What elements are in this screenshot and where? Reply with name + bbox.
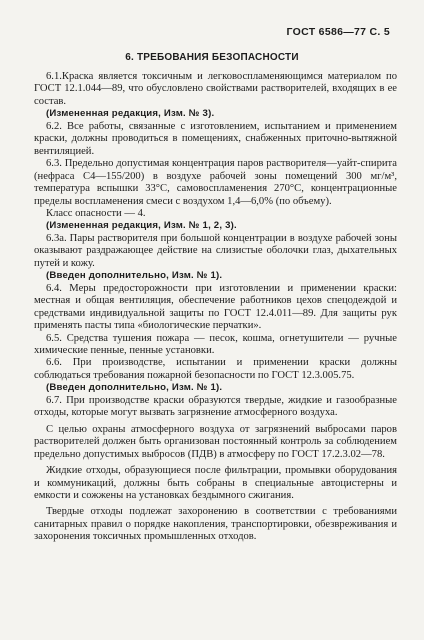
section-body [34, 71, 397, 544]
amendment-note: (Измененная редакция, Изм. № 1, 2, 3). [46, 220, 237, 232]
paragraph-6-7: 6.7. При производстве краски образуются твердые, жидкие и газообразные отходы, которые могут вызвать загрязнение атмосферного воздуха. [34, 394, 397, 419]
amendment-note: (Введен дополнительно, Изм. № 1). [46, 382, 223, 394]
hazard-class: Класс опасности — 4. [46, 207, 146, 219]
paragraph-6-6: 6.6. При производстве, испытании и применении краски должны соблюдаться требования пожарной безопасности по ГОСТ 12.3.005.75. [34, 357, 397, 381]
paragraph-air-protection: С целью охраны атмосферного воздуха от загрязнений выбросами паров растворителей должен быть организован постоянный контроль за соблюдением предельно допустимых выбросов (ПДВ) в атмосферу по ГОСТ 17.2.3.02—78. [34, 423, 397, 460]
paragraph-6-3: 6.3. Предельно допустимая концентрация паров растворителя—уайт-спирита (нефраса С4—155/200) в воздухе рабочей зоны помещений 300 мг/м³, температура вспышки 33°С, самовоспламенения 270°С, концентрационные пределы воспламенения смеси с воздухом 1,4—6,0% (по объему). [34, 158, 397, 207]
paragraph-6-5: 6.5. Средства тушения пожара — песок, кошма, огнетушители — ручные химические пенные, пенные установки. [34, 332, 397, 356]
amendment-note: (Введен дополнительно, Изм. № 1). [46, 270, 223, 282]
paragraph-solid-waste: Твердые отходы подлежат захоронению в соответствии с требованиями санитарных правил о порядке накопления, транспортировки, обезвреживания и захоронения токсичных промышленных отходов. [34, 506, 397, 543]
running-head: ГОСТ 6586—77 С. 5 [286, 26, 390, 38]
amendment-note: (Измененная редакция, Изм. № 3). [46, 108, 215, 120]
paragraph-liquid-waste: Жидкие отходы, образующиеся после фильтрации, промывки оборудования и коммуникаций, должны быть собраны в специальные автоцистерны и емкости и сожжены на установках бездымного сжигания. [34, 465, 397, 501]
section-title: 6. ТРЕБОВАНИЯ БЕЗОПАСНОСТИ [125, 52, 299, 63]
paragraph-6-3a: 6.3а. Пары растворителя при большой концентрации в воздухе рабочей зоны оказывают раздражающее действие на слизистые оболочки глаз, дыхательных путей и кожу. [34, 232, 397, 269]
paragraph-6-4: 6.4. Меры предосторожности при изготовлении и применении краски: местная и общая вентиляция, обеспечение работников цехов спецодеждой и средствами индивидуальной защиты по ГОСТ 12.4.011—89. Для защиты рук применять пасты типа «биологические перчатки». [34, 282, 397, 332]
paragraph-6-2: 6.2. Все работы, связанные с изготовлением, испытанием и применением краски, должны проводиться в помещениях, снабженных приточно-вытяжной вентиляцией. [34, 120, 397, 157]
paragraph-6-1: 6.1.Краска является токсичным и легковоспламеняющимся материалом по ГОСТ 12.1.044—89, что обусловлено свойствами растворителей, входящих в ее состав. [34, 71, 397, 107]
